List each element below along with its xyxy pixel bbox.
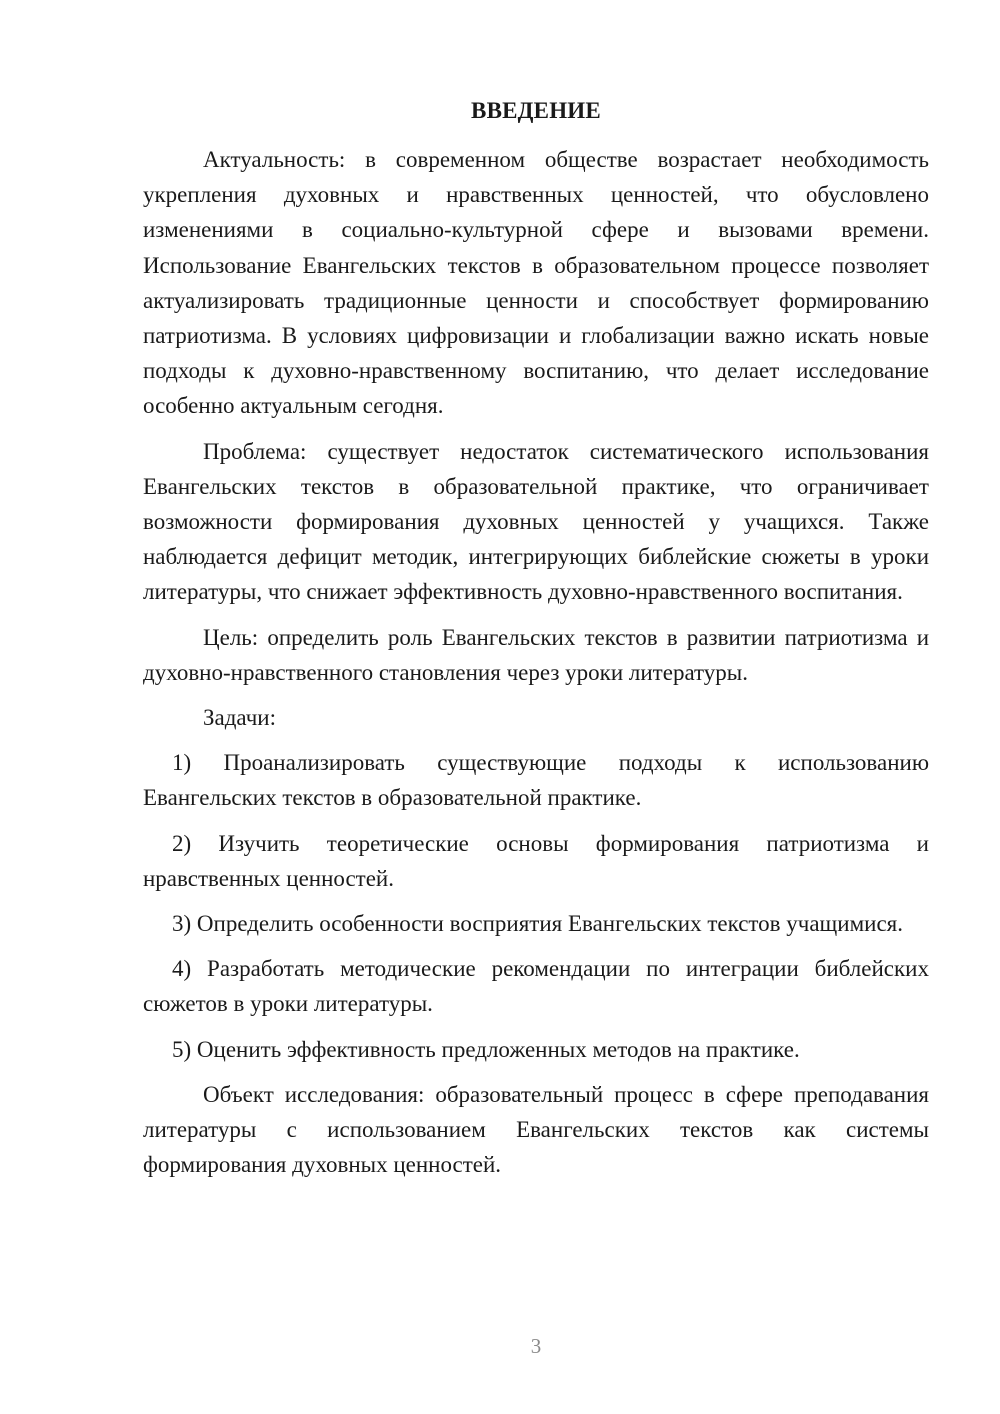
problem-paragraph: Проблема: существует недостаток систематического использования Евангельских текстов в образовательной практике, что ограничивает возможности формирования духовных ценностей у учащихся. Также наблюдается дефицит методик, интегрирующих библейские сюжеты в уроки литературы, что снижает эффективность духовно-нравственного воспитания. <box>143 438 929 605</box>
task-item-3: 3) Определить особенности восприятия Евангельских текстов учащимися. <box>172 911 903 937</box>
body-text <box>143 142 929 1192</box>
goal-paragraph: Цель: определить роль Евангельских текстов в развитии патриотизма и духовно-нравственного становления через уроки литературы. <box>143 624 929 685</box>
task-item-1: 1) Проанализировать существующие подходы к использованию Евангельских текстов в образовательной практике. <box>143 750 929 811</box>
task-item-4: 4) Разработать методические рекомендации по интеграции библейских сюжетов в уроки литературы. <box>143 956 929 1017</box>
object-paragraph: Объект исследования: образовательный процесс в сфере преподавания литературы с использованием Евангельских текстов как системы формирования духовных ценностей. <box>143 1081 929 1178</box>
task-item-5: 5) Оценить эффективность предложенных методов на практике. <box>172 1036 800 1062</box>
tasks-heading: Задачи: <box>203 705 276 731</box>
page-number: 3 <box>530 1334 542 1358</box>
task-item-2: 2) Изучить теоретические основы формирования патриотизма и нравственных ценностей. <box>143 830 929 891</box>
relevance-paragraph: Актуальность: в современном обществе возрастает необходимость укрепления духовных и нравственных ценностей, что обусловлено изменениями в социально-культурной сфере и вызовами времени. Использование Евангельских текстов в образовательном процессе позволяет актуализировать традиционные ценности и способствует формированию патриотизма. В условиях цифровизации и глобализации важно искать новые подходы к духовно-нравственному воспитанию, что делает исследование особенно актуальным сегодня. <box>143 147 929 419</box>
page-title: ВВЕДЕНИЕ <box>471 98 601 123</box>
